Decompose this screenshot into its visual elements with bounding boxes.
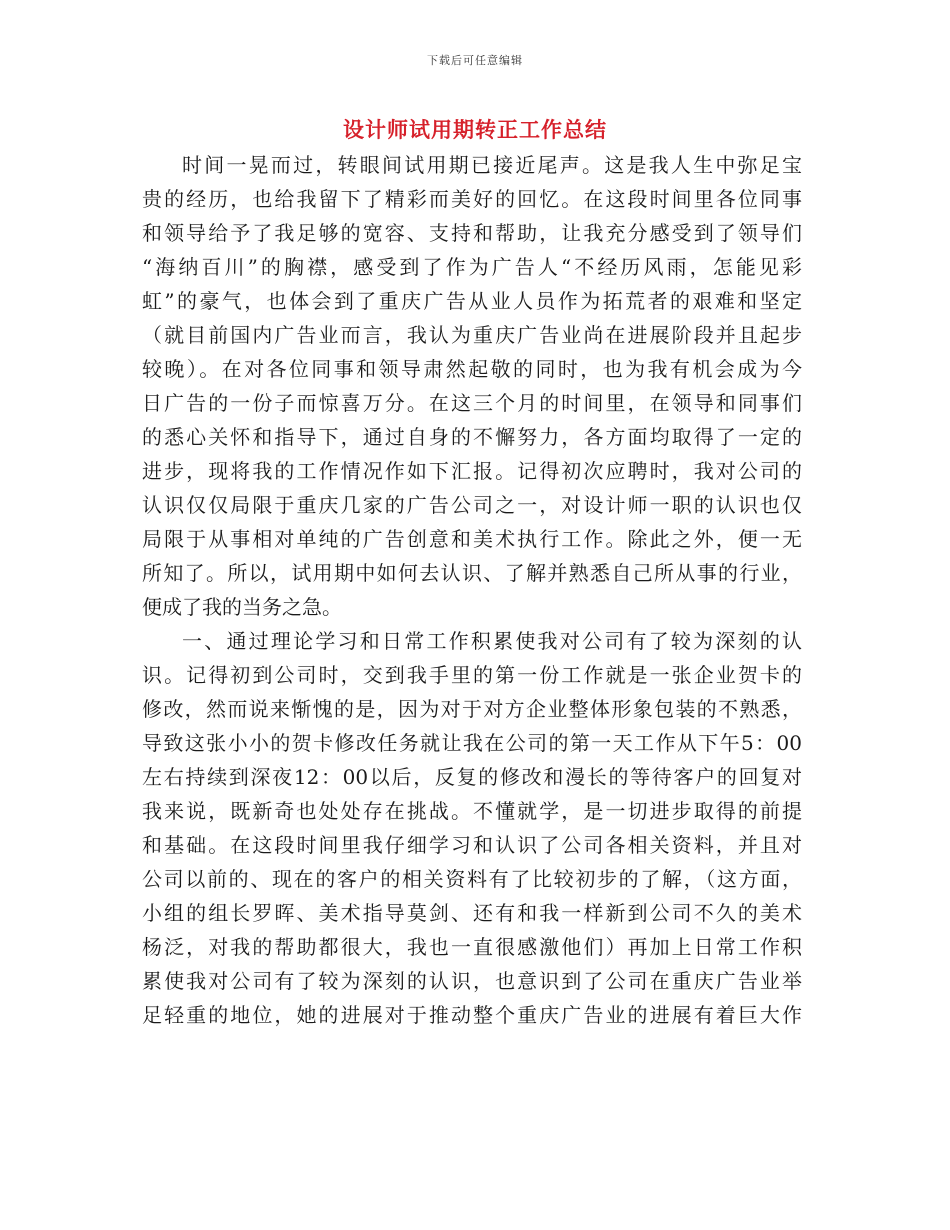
document-title: 设计师试用期转正工作总结 <box>343 118 607 142</box>
header-note: 下载后可任意编辑 <box>427 54 523 67</box>
text-line: 的悉心关怀和指导下，通过自身的不懈努力，各方面均取得了一定的 <box>142 425 802 449</box>
text-line: 贵的经历，也给我留下了精彩而美好的回忆。在这段时间里各位同事 <box>142 187 802 211</box>
text-line: 和领导给予了我足够的宽容、支持和帮助，让我充分感受到了领导们 <box>142 221 802 245</box>
text-line: 小组的组长罗晖、美术指导莫剑、还有和我一样新到公司不久的美术 <box>142 901 802 925</box>
text-line: 所知了。所以，试用期中如何去认识、了解并熟悉自己所从事的行业， <box>142 561 802 585</box>
text-line: 一、通过理论学习和日常工作积累使我对公司有了较为深刻的认 <box>182 629 802 653</box>
text-line: 公司以前的、现在的客户的相关资料有了比较初步的了解，（这方面， <box>142 867 802 891</box>
text-line: 左右持续到深夜12：00以后，反复的修改和漫长的等待客户的回复对 <box>142 765 802 789</box>
text-line: 时间一晃而过，转眼间试用期已接近尾声。这是我人生中弥足宝 <box>182 153 802 177</box>
text-line: 识。记得初到公司时，交到我手里的第一份工作就是一张企业贺卡的 <box>142 663 802 687</box>
text-line: 局限于从事相对单纯的广告创意和美术执行工作。除此之外，便一无 <box>142 527 802 551</box>
text-line: 便成了我的当务之急。 <box>142 595 342 619</box>
text-line: 虹”的豪气，也体会到了重庆广告从业人员作为拓荒者的艰难和坚定 <box>142 289 802 313</box>
text-line: 修改，然而说来惭愧的是，因为对于对方企业整体形象包装的不熟悉， <box>142 697 802 721</box>
text-line: 和基础。在这段时间里我仔细学习和认识了公司各相关资料，并且对 <box>142 833 802 857</box>
paragraph <box>142 148 802 624</box>
text-line: 我来说，既新奇也处处存在挑战。不懂就学，是一切进步取得的前提 <box>142 799 802 823</box>
text-line: 导致这张小小的贺卡修改任务就让我在公司的第一天工作从下午5：00 <box>142 731 802 755</box>
text-line: “海纳百川”的胸襟，感受到了作为广告人“不经历风雨，怎能见彩 <box>142 255 802 279</box>
text-line: （就目前国内广告业而言，我认为重庆广告业尚在进展阶段并且起步 <box>142 323 802 347</box>
text-line: 较晚）。在对各位同事和领导肃然起敬的同时，也为我有机会成为今 <box>142 357 802 381</box>
text-line: 进步，现将我的工作情况作如下汇报。记得初次应聘时，我对公司的 <box>142 459 802 483</box>
text-line: 认识仅仅局限于重庆几家的广告公司之一，对设计师一职的认识也仅 <box>142 493 802 517</box>
text-line: 杨泛，对我的帮助都很大，我也一直很感激他们）再加上日常工作积 <box>142 935 802 959</box>
text-line: 累使我对公司有了较为深刻的认识，也意识到了公司在重庆广告业举 <box>142 969 802 993</box>
text-line: 日广告的一份子而惊喜万分。在这三个月的时间里，在领导和同事们 <box>142 391 802 415</box>
document-body <box>142 148 802 1032</box>
text-line: 足轻重的地位，她的进展对于推动整个重庆广告业的进展有着巨大作 <box>142 1003 802 1027</box>
paragraph <box>142 624 802 1032</box>
